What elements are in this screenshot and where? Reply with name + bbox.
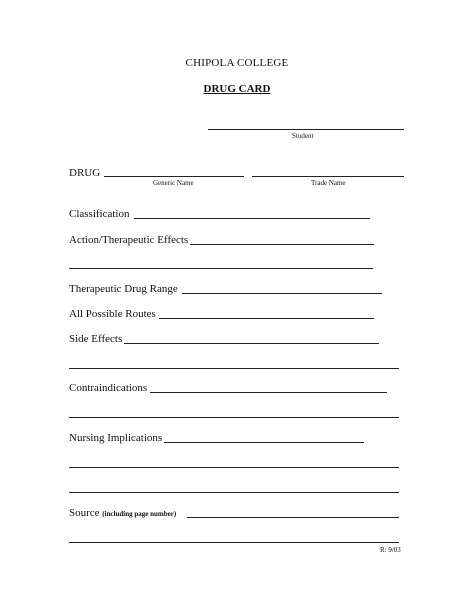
nursing-line-2[interactable] (69, 467, 399, 468)
generic-name-caption: Generic Name (153, 179, 194, 187)
routes-label: All Possible Routes (69, 308, 156, 320)
classification-label: Classification (69, 208, 130, 220)
college-name: CHIPOLA COLLEGE (185, 57, 289, 69)
trade-name-line[interactable] (252, 176, 404, 177)
action-effects-line-2[interactable] (69, 268, 373, 269)
classification-line[interactable] (134, 218, 370, 219)
nursing-line[interactable] (164, 442, 364, 443)
student-caption: Student (292, 132, 314, 140)
revision-note: R: 9/03 (380, 546, 401, 554)
page-title: DRUG CARD (203, 83, 271, 95)
drug-range-label: Therapeutic Drug Range (69, 283, 178, 295)
side-effects-label: Side Effects (69, 333, 123, 345)
contraindications-line-2[interactable] (69, 417, 399, 418)
source-label (69, 507, 176, 520)
source-line-2[interactable] (69, 542, 399, 543)
contraindications-label: Contraindications (69, 382, 148, 394)
trade-name-caption: Trade Name (311, 179, 346, 187)
action-effects-line[interactable] (190, 244, 374, 245)
student-line[interactable] (208, 129, 404, 130)
side-effects-line[interactable] (124, 343, 379, 344)
source-label-text: Source (69, 507, 100, 519)
generic-name-line[interactable] (104, 176, 244, 177)
drug-range-line[interactable] (182, 293, 382, 294)
source-note: (including page number) (102, 510, 177, 518)
nursing-line-3[interactable] (69, 492, 399, 493)
contraindications-line[interactable] (150, 392, 387, 393)
action-effects-label: Action/Therapeutic Effects (69, 234, 189, 246)
routes-line[interactable] (159, 318, 374, 319)
source-line[interactable] (187, 517, 399, 518)
side-effects-line-2[interactable] (69, 368, 399, 369)
drug-label: DRUG (69, 167, 101, 179)
nursing-label: Nursing Implications (69, 432, 163, 444)
